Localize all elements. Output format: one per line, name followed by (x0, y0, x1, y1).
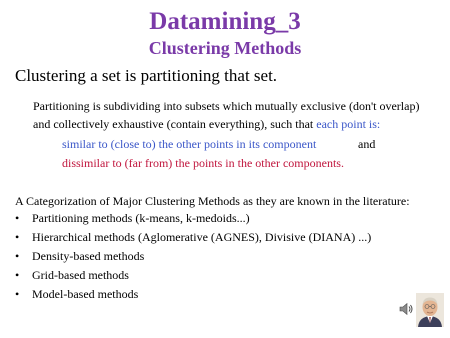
slide-title: Datamining_3 (149, 8, 301, 35)
similar-condition: similar to (close to) the other points in its component (62, 137, 317, 151)
method-label: Density-based methods (32, 249, 145, 263)
definition-line-2 (33, 117, 380, 132)
each-point-highlight: each point is: (316, 117, 381, 131)
slide-subtitle: Clustering Methods (148, 38, 302, 58)
list-item (15, 211, 371, 230)
dissimilar-condition: dissimilar to (far from) the points in the other components. (62, 156, 344, 170)
definition-line-1: Partitioning is subdividing into subsets which mutually exclusive (don't overlap) (33, 99, 420, 113)
bullet: • (15, 268, 20, 282)
method-label: Partitioning methods (k-means, k-medoids...) (32, 211, 250, 225)
bullet: • (15, 230, 20, 244)
bullet: • (15, 249, 20, 263)
bullet: • (15, 287, 20, 301)
definition-line-2-text: and collectively exhaustive (contain everything), such that (33, 117, 317, 131)
method-label: Model-based methods (32, 287, 139, 301)
categorization-heading: A Categorization of Major Clustering Methods as they are known in the literature: (15, 194, 410, 208)
method-label: Grid-based methods (32, 268, 129, 282)
lead-statement: Clustering a set is partitioning that set. (15, 66, 278, 85)
presenter-avatar (416, 293, 444, 327)
list-item (15, 268, 371, 287)
bullet: • (15, 211, 20, 225)
and-connector: and (358, 137, 376, 151)
methods-list (15, 211, 371, 306)
list-item (15, 249, 371, 268)
method-label: Hierarchical methods (Aglomerative (AGNES), Divisive (DIANA) ...) (32, 230, 372, 244)
sound-icon[interactable] (399, 301, 415, 317)
list-item (15, 230, 371, 249)
list-item (15, 287, 371, 306)
